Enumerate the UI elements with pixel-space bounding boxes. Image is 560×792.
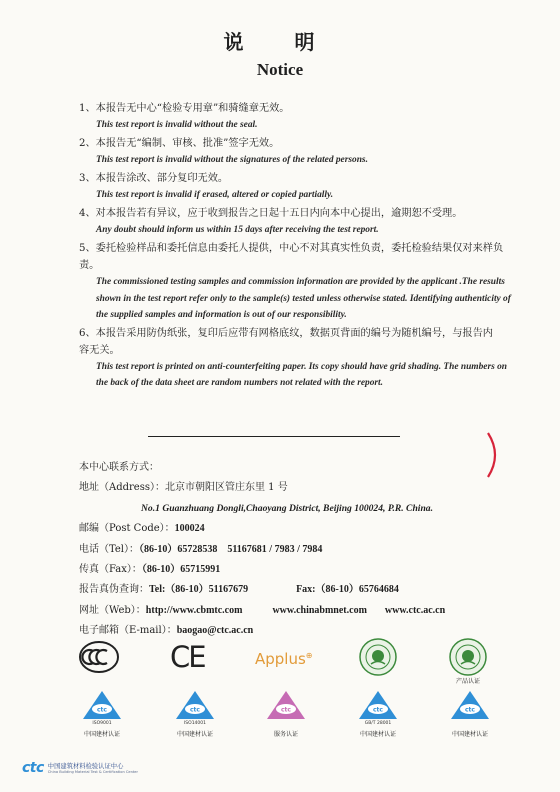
cert-label-2: 中国建材认证 [176,731,213,738]
notice-cn: 6、本报告采用防伪纸张，复印后应带有网格底纹，数据页背面的编号为随机编号，与报告内容无关。 [79,327,493,356]
title-chinese: 说 明 [223,30,337,54]
address-label: 地址（Address）： [79,482,165,494]
notice-cn: 3、本报告涂改、部分复印无效。 [79,173,229,184]
cert-label-3: 服务认证 [273,731,298,738]
ctc-triangle-icon-5 [450,690,490,720]
notice-en: This test report is invalid if erased, altered or copied partially. [96,190,334,200]
applus-text: Applus [255,650,306,668]
svg-text:ctc: ctc [465,706,475,714]
notice-item-4 [79,205,519,239]
notice-item-6 [79,325,519,392]
ctc-brand-logo: ctc [22,760,44,776]
contact-heading: 本中心联系方式： [79,462,159,473]
notice-list [79,100,519,393]
product-cert-label: 产品认证 [455,678,480,685]
postcode-label: 邮编（Post Code）： [79,523,175,535]
notice-en: Any doubt should inform us within 15 days after receiving the test report. [96,225,379,235]
verify-line [79,580,549,600]
address-en: No.1 Guanzhuang Dongli,Chaoyang District, Beijing 100024, P.R. China. [141,502,433,514]
svg-text:ctc: ctc [281,706,291,714]
notice-cn: 2、本报告无“编制、审核、批准”签字无效。 [79,138,280,149]
ctc-triangle-icon-3 [266,690,306,720]
svg-text:ctc: ctc [190,706,200,714]
postcode-line [79,519,549,539]
green-cert-seal-2 [448,637,488,677]
cert-code-2: ISO14001 [183,721,207,726]
email-value[interactable]: baogao@ctc.ac.cn [176,625,254,637]
cert-code-1: ISO9001 [92,721,112,726]
web-link-3[interactable]: www.ctc.ac.cn [384,604,446,616]
verify-tel: Tel:（86-10）51167679 [149,584,249,596]
cert-label-5: 中国建材认证 [451,731,488,738]
cert-label-1: 中国建材认证 [83,731,120,738]
applus-logo [255,646,313,669]
notice-item-1 [79,100,519,134]
notice-en: This test report is printed on anti-counterfeiting paper. Its copy should have grid shading. The numbers on the back of the data sheet are random numbers not related with the report. [96,361,507,389]
svg-text:ctc: ctc [373,706,383,714]
tel-line [79,540,549,560]
web-label: 网址（Web）： [79,604,146,616]
tel-label: 电话（Tel）： [79,543,140,555]
tel-value: （86-10）65728538 51167681 / 7983 / 7984 [139,543,323,555]
plus-icon: ⊕ [305,651,313,660]
notice-item-5 [79,240,519,324]
verify-fax: Fax:（86-10）65764684 [296,584,399,596]
address-cn: 北京市朝阳区管庄东里 1 号 [165,482,288,494]
cert-code-4: GB/T 28001 [364,721,392,726]
notice-en: This test report is invalid without the signatures of the related persons. [96,155,368,165]
svg-text:ctc: ctc [97,706,107,714]
postcode-value: 100024 [174,523,205,535]
notice-en: The commissioned testing samples and commission information are provided by the applicant .The results shown in the test report refer only to the sample(s) tested unless otherwise stated. Identifying authenticity of the supplied samples and information is out of our responsibility. [96,277,511,321]
notice-cn: 5、委托检验样品和委托信息由委托人提供，中心不对其真实性负责，委托检验结果仅对来样负责。 [79,243,504,271]
notice-item-2 [79,135,519,169]
green-cert-seal-1 [358,637,398,677]
fax-line [79,560,549,580]
verify-label: 报告真伪查询： [79,584,149,596]
notice-en: This test report is invalid without the seal. [96,120,258,130]
ctc-triangle-icon-2 [175,690,215,720]
footer-names [48,763,138,774]
divider-line [148,436,400,437]
email-label: 电子邮箱（E-mail）： [79,625,177,637]
fax-label: 传真（Fax）： [79,564,142,576]
notice-cn: 1、本报告无中心“检验专用章”和骑缝章无效。 [79,103,290,114]
ce-logo: CE [170,640,205,674]
web-link-1[interactable]: http://www.cbmtc.com [145,604,243,616]
cert-label-4: 中国建材认证 [359,731,396,738]
ctc-triangle-icon-4 [358,690,398,720]
title-english: Notice [256,60,304,79]
web-line [79,601,549,621]
web-link-2[interactable]: www.chinabmnet.com [272,604,367,616]
notice-item-3 [79,170,519,204]
footer-name-en: China Building Material Test & Certification Center [47,769,138,774]
contact-section [79,458,549,642]
ccc-logo [78,640,120,674]
address-line [79,478,549,498]
fax-value: （86-10）65715991 [141,564,221,576]
ctc-triangle-icon-1 [82,690,122,720]
footer-brand [22,760,138,776]
notice-cn: 4、对本报告若有异议，应于收到报告之日起十五日内向本中心提出，逾期恕不受理。 [79,208,463,219]
footer-name-cn: 中国建筑材料检验认证中心 [47,762,124,770]
